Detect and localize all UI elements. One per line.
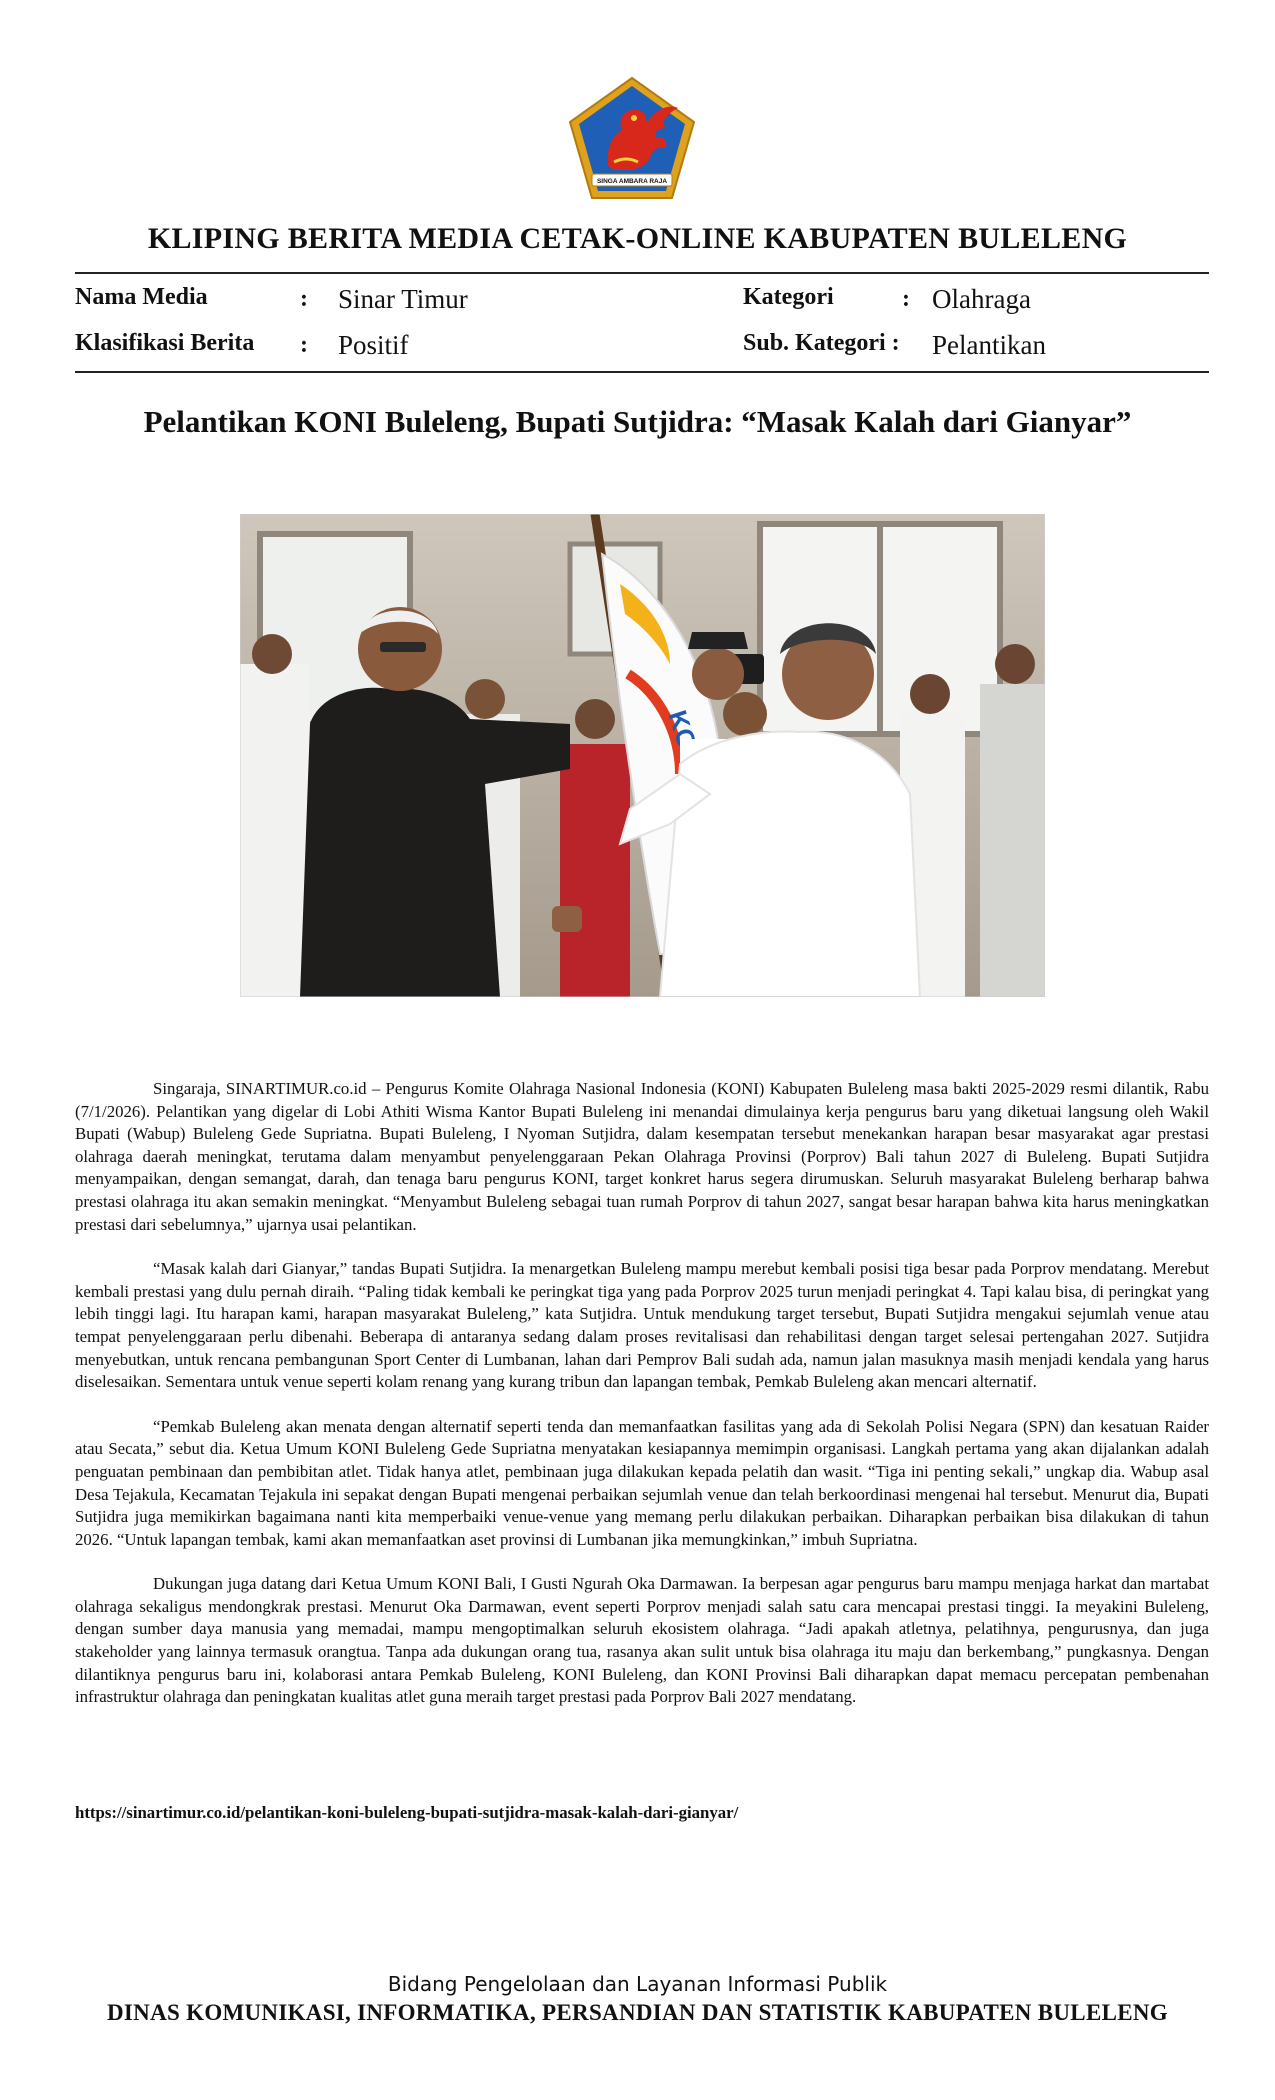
page-heading: KLIPING BERITA MEDIA CETAK-ONLINE KABUPATEN BULELENG <box>147 222 1128 255</box>
news-photo <box>240 514 1045 997</box>
sub-kategori-label: Sub. Kategori : <box>743 330 900 356</box>
divider-bottom <box>75 371 1209 373</box>
article-paragraph-3: “Pemkab Buleleng akan menata dengan alternatif seperti tenda dan memanfaatkan fasilitas yang ada di Sekolah Polisi Negara (SPN) dan kesatuan Raider atau Secata,” sebut dia. Ketua Umum KONI Buleleng Gede Supriatna menyatakan kesiapannya memimpin organisasi. Langkah pertama yang akan dijalankan adalah penguatan pembinaan dan pembibitan atlet. Tidak hanya atlet, pembinaan juga dilakukan kepada pelatih dan wasit. “Tiga ini penting sekali,” ungkap dia. Wabup asal Desa Tejakula, Kecamatan Tejakula ini sepakat dengan Bupati mengenai perbaikan sejumlah venue dan telah berkoordinasi mengenai hal tersebut. Menurut dia, Bupati Sutjidra juga memikirkan bagaimana nanti kita memperbaiki venue-venue yang memang perlu dilakukan perbaikan. Diharapkan perbaikan bisa dilakukan di tahun 2026. “Untuk lapangan tembak, kami akan memanfaatkan aset provinsi di Lumbanan jika memungkinkan,” imbuh Supriatna. <box>75 1416 1209 1549</box>
buleleng-emblem-icon <box>566 74 698 202</box>
nama-media-label: Nama Media <box>75 284 208 310</box>
nama-media-separator: : <box>300 286 308 312</box>
kategori-value: Olahraga <box>932 284 1031 314</box>
kategori-separator: : <box>902 286 910 312</box>
klasifikasi-value: Positif <box>338 330 409 360</box>
klasifikasi-label: Klasifikasi Berita <box>75 330 255 356</box>
nama-media-value: Sinar Timur <box>338 284 468 314</box>
footer-department: DINAS KOMUNIKASI, INFORMATIKA, PERSANDIAN DAN STATISTIK KABUPATEN BULELENG <box>107 2000 1168 2025</box>
article-paragraph-4: Dukungan juga datang dari Ketua Umum KONI Bali, I Gusti Ngurah Oka Darmawan. Ia berpesan agar pengurus baru mampu menjaga harkat dan martabat olahraga sekaligus mendongkrak prestasi. Menurut Oka Darmawan, event seperti Porprov menjadi salah satu cara mencapai prestasi tinggi. Ia meyakini Buleleng, dengan sumber daya manusia yang memadai, mampu mengoptimalkan seluruh ekosistem olahraga. “Jadi apakah atletnya, pelatihnya, pengurusnya, dan juga stakeholder yang lainnya termasuk orangtua. Tanpa ada dukungan orang tua, rasanya akan sulit untuk bisa olahraga itu maju dan berkembang,” pungkasnya. Dengan dilantiknya pengurus baru ini, kolaborasi antara Pemkab Buleleng, KONI Buleleng, dan KONI Provinsi Bali diharapkan dapat memacu percepatan pembenahan infrastruktur olahraga dan peningkatan kualitas atlet guna meraih target prestasi pada Porprov Bali 2027 mendatang. <box>75 1574 1209 1707</box>
article-paragraph-1: Singaraja, SINARTIMUR.co.id – Pengurus Komite Olahraga Nasional Indonesia (KONI) Kabupaten Buleleng masa bakti 2025-2029 resmi dilantik, Rabu (7/1/2026). Pelantikan yang digelar di Lobi Athiti Wisma Kantor Bupati Buleleng ini menandai dimulainya kerja pengurus baru yang diketuai langsung oleh Wakil Bupati (Wabup) Buleleng Gede Supriatna. Bupati Buleleng, I Nyoman Sutjidra, dalam kesempatan tersebut menekankan harapan besar masyarakat agar prestasi olahraga daerah meningkat, terutama dalam menyambut penyelenggaraan Pekan Olahraga Provinsi (Porprov) Bali tahun 2027 di Buleleng. Bupati Sutjidra menyampaikan, dengan semangat, darah, dan tenaga baru pengurus KONI, target konkret harus segera dirumuskan. Seluruh masyarakat Buleleng berharap bahwa prestasi olahraga itu akan semakin meningkat. “Menyambut Buleleng sebagai tuan rumah Porprov di tahun 2027, sangat besar harapan bahwa kita harus meningkatkan prestasi dari sebelumnya,” ujarnya usai pelantikan. <box>75 1079 1209 1234</box>
article-headline: Pelantikan KONI Buleleng, Bupati Sutjidra: “Masak Kalah dari Gianyar” <box>143 404 1132 439</box>
sub-kategori-value: Pelantikan <box>932 330 1046 360</box>
article-paragraph-2: “Masak kalah dari Gianyar,” tandas Bupati Sutjidra. Ia menargetkan Buleleng mampu merebut kembali posisi tiga besar pada Porprov mendatang. Merebut kembali prestasi yang dulu pernah diraih. “Paling tidak kembali ke peringkat tiga yang pada Porprov 2025 turun menjadi peringkat 4. Tapi kalau bisa, di peringkat yang lebih tinggi lagi. Itu harapan kami, harapan masyarakat Buleleng,” kata Sutjidra. Untuk mendukung target tersebut, Bupati Sutjidra mengakui sejumlah venue atau tempat penyelenggaraan perlu dibenahi. Beberapa di antaranya sedang dalam proses revitalisasi dan rehabilitasi dengan target selesai pertengahan 2027. Sutjidra menyebutkan, untuk rencana pembangunan Sport Center di Lumbanan, lahan dari Pemprov Bali sudah ada, namun jalan masuknya masih menjadi kendala yang harus diselesaikan. Sementara untuk venue seperti kolam renang yang kurang tribun dan lapangan tembak, Pemkab Buleleng akan mencari alternatif. <box>75 1259 1209 1392</box>
divider-top <box>75 272 1209 274</box>
emblem-motto: SINGA AMBARA RAJA <box>596 178 668 185</box>
footer-division: Bidang Pengelolaan dan Layanan Informasi Publik <box>387 1972 888 1996</box>
klasifikasi-separator: : <box>300 332 308 358</box>
article-body <box>75 1078 1209 1731</box>
source-url-link[interactable]: https://sinartimur.co.id/pelantikan-koni-buleleng-bupati-sutjidra-masak-kalah-dari-gianyar/ <box>75 1803 739 1822</box>
kategori-label: Kategori <box>743 284 834 310</box>
